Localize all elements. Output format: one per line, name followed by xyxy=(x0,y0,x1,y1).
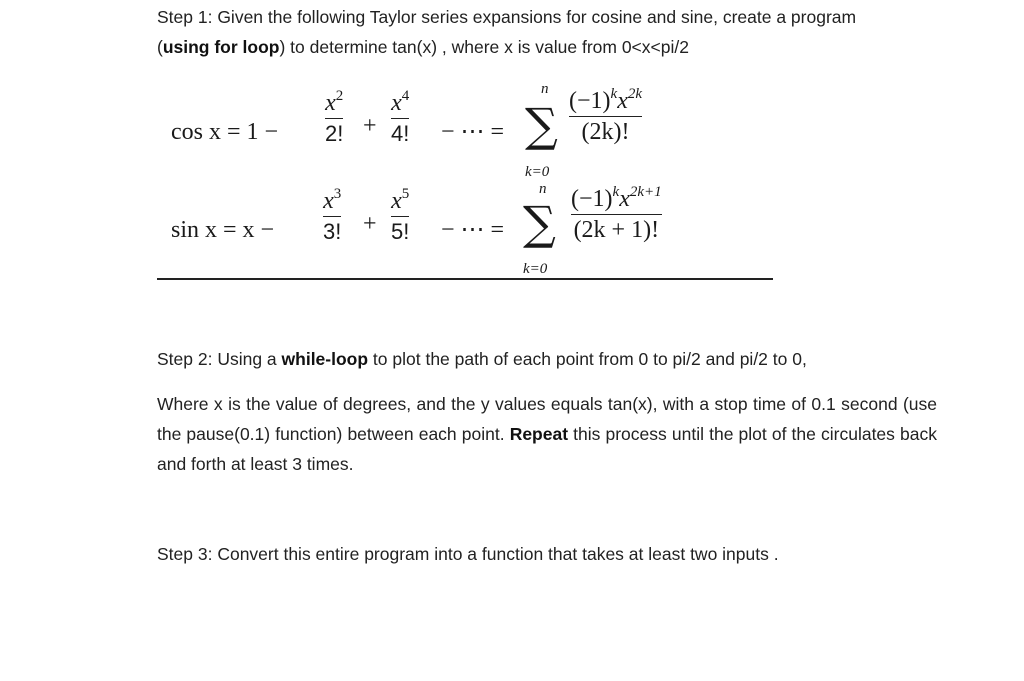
step1-open-paren: ( xyxy=(157,37,163,57)
sin-term2-fraction xyxy=(391,188,409,245)
cos-sum-num-b-exp: 2k xyxy=(627,86,643,102)
cos-sum-den: (2k)! xyxy=(581,119,630,145)
cos-sum-num-a-exp: k xyxy=(610,86,618,102)
step2-detail-paragraph xyxy=(157,389,937,479)
sin-sum-num-b: x xyxy=(619,186,630,212)
cos-sum-lower: k=0 xyxy=(525,164,550,180)
cos-lhs: cos x = 1 − xyxy=(171,119,279,145)
step2-bold-while-loop: while-loop xyxy=(281,349,369,369)
sin-term1-num-base: x xyxy=(323,188,334,214)
cos-dots: − ⋯ = xyxy=(441,119,505,145)
sin-series-row xyxy=(157,180,773,280)
sin-term2-num-exp: 5 xyxy=(401,186,410,202)
sin-term1-fraction xyxy=(323,188,341,245)
cos-plus: + xyxy=(363,113,377,139)
cos-term1-num-exp: 2 xyxy=(335,88,344,104)
step1-bold-for-loop: using for loop xyxy=(162,37,280,57)
cos-term2-den: 4! xyxy=(391,121,410,146)
sin-dots: − ⋯ = xyxy=(441,217,505,243)
sin-term2-den: 5! xyxy=(391,219,410,244)
step1-paragraph xyxy=(157,2,957,62)
sin-sum-den: (2k + 1)! xyxy=(573,217,660,243)
sin-sum-fraction xyxy=(571,186,662,243)
cos-sum-num-b: x xyxy=(617,88,628,114)
series-divider xyxy=(157,278,773,280)
cos-series-row xyxy=(157,80,773,180)
step1-line1: Step 1: Given the following Taylor series expansions for cosine and sine, create a program xyxy=(157,7,857,27)
sin-sigma-icon: ∑ xyxy=(523,196,556,250)
cos-sigma-icon: ∑ xyxy=(525,98,558,152)
cos-term2-fraction xyxy=(391,90,409,147)
cos-term2-num-base: x xyxy=(391,90,402,116)
sin-sum-num-b-exp: 2k+1 xyxy=(629,184,662,200)
step2-pre: Step 2: Using a xyxy=(157,349,282,369)
sin-sum-upper: n xyxy=(539,181,547,197)
cos-term2-num-exp: 4 xyxy=(401,88,410,104)
step3-text: Step 3: Convert this entire program into a function that takes at least two inputs . xyxy=(157,544,779,564)
sin-term1-den: 3! xyxy=(323,219,342,244)
sin-plus: + xyxy=(363,211,377,237)
step2-post: to plot the path of each point from 0 to pi/2 and pi/2 to 0, xyxy=(368,349,807,369)
cos-term1-fraction xyxy=(325,90,343,147)
step3-paragraph xyxy=(157,539,957,569)
cos-term1-den: 2! xyxy=(325,121,344,146)
step1-rest: ) to determine tan(x) , where x is value from 0<x<pi/2 xyxy=(279,37,689,57)
step2-bold-repeat: Repeat xyxy=(509,424,569,444)
cos-term1-num-base: x xyxy=(325,90,336,116)
taylor-series-block xyxy=(157,80,773,285)
sin-term2-num-base: x xyxy=(391,188,402,214)
cos-sum-num-a: (−1) xyxy=(569,88,611,114)
step2-heading-paragraph xyxy=(157,344,957,374)
sin-lhs: sin x = x − xyxy=(171,217,275,243)
sin-sum-num-a: (−1) xyxy=(571,186,613,212)
sin-sum-lower: k=0 xyxy=(523,261,548,277)
sin-term1-num-exp: 3 xyxy=(333,186,342,202)
cos-sum-upper: n xyxy=(541,81,549,97)
step2-detail-post: this process until the plot of the circulates back and forth at least 3 times. xyxy=(157,424,937,474)
sin-sum-num-a-exp: k xyxy=(612,184,620,200)
step2-detail-pre: Where x is the value of degrees, and the y values equals tan(x), with a stop time of 0.1 second (use the pause(0.1) function) between each point. xyxy=(157,394,937,444)
cos-sum-fraction xyxy=(569,88,642,145)
